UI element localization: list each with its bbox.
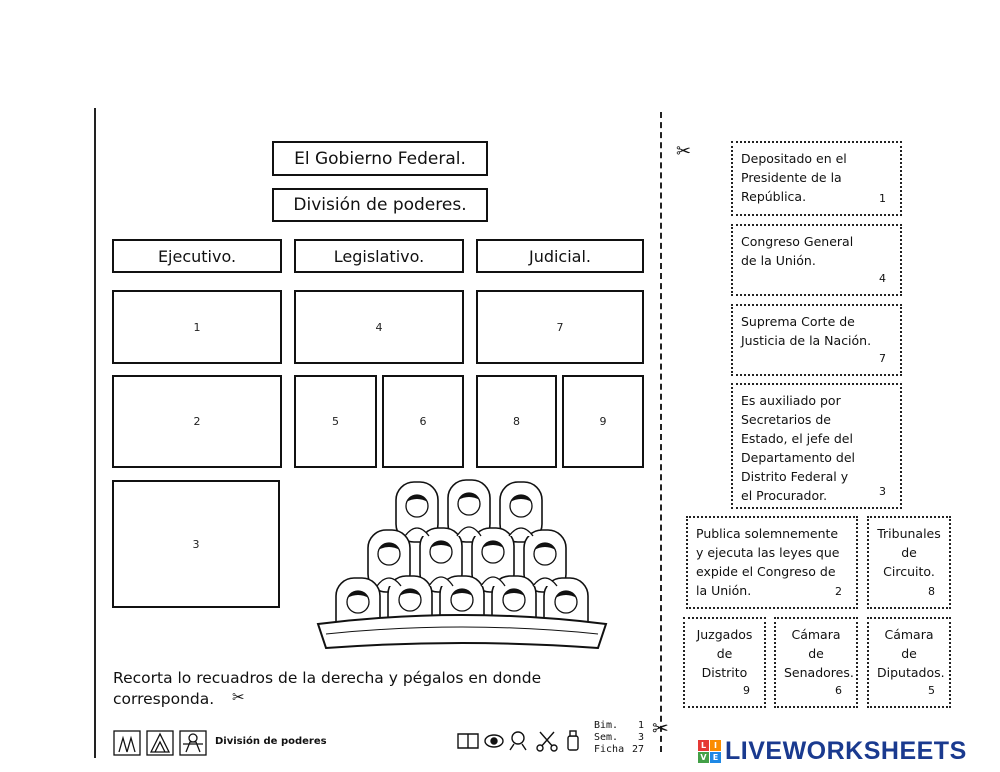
card-1[interactable] xyxy=(731,141,902,216)
card-5[interactable] xyxy=(867,617,951,708)
card-2-number: 2 xyxy=(835,585,842,598)
card-9[interactable] xyxy=(683,617,766,708)
card-7-number: 7 xyxy=(879,352,886,365)
drop-slot-3[interactable]: 3 xyxy=(112,480,280,608)
column-header-judicial: Judicial. xyxy=(476,239,644,273)
ficha-values: 1 3 27 xyxy=(631,720,644,755)
card-5-text: Cámara de Diputados. xyxy=(877,627,945,680)
scissors-cut-icon: ✂ xyxy=(652,716,669,740)
card-2-text: Publica solemnemente y ejecuta las leyes que expide el Congreso de la Unión. xyxy=(696,526,840,598)
legislators-illustration xyxy=(312,478,612,654)
column-header-ejecutivo: Ejecutivo. xyxy=(112,239,282,273)
footer-activity-icons xyxy=(456,728,586,752)
card-6-number: 6 xyxy=(835,684,842,697)
logo-letter-i: I xyxy=(710,740,721,751)
drop-slot-8[interactable]: 8 xyxy=(476,375,557,468)
card-3-text: Es auxiliado por Secretarios de Estado, el jefe del Departamento del Distrito Federal y el Procurador. xyxy=(741,393,856,503)
drop-slot-4[interactable]: 4 xyxy=(294,290,464,364)
instruction-text: Recorta lo recuadros de la derecha y pégalos en donde corresponda. xyxy=(113,669,542,708)
card-6-text: Cámara de Senadores. xyxy=(784,627,854,680)
card-8-text: Tribunales de Circuito. xyxy=(877,526,941,579)
drop-slot-5[interactable]: 5 xyxy=(294,375,377,468)
card-5-number: 5 xyxy=(928,684,935,697)
card-1-number: 1 xyxy=(879,192,886,205)
drop-slot-6[interactable]: 6 xyxy=(382,375,464,468)
card-4-text: Congreso General de la Unión. xyxy=(741,234,854,268)
card-9-number: 9 xyxy=(743,684,750,697)
card-2[interactable] xyxy=(686,516,858,609)
card-3[interactable] xyxy=(731,383,902,509)
liveworksheets-logo-icon xyxy=(698,740,721,763)
card-8-number: 8 xyxy=(928,585,935,598)
column-header-legislativo: Legislativo. xyxy=(294,239,464,273)
ficha-labels: Bim. Sem. Ficha xyxy=(594,720,625,755)
card-4-number: 4 xyxy=(879,272,886,285)
liveworksheets-brand xyxy=(698,736,967,766)
liveworksheets-wordmark: LIVEWORKSHEETS xyxy=(725,736,967,765)
footer-topic-label: División de poderes xyxy=(215,736,327,747)
card-4[interactable] xyxy=(731,224,902,296)
drop-slot-7[interactable]: 7 xyxy=(476,290,644,364)
card-7-text: Suprema Corte de Justicia de la Nación. xyxy=(741,314,872,348)
drop-slot-1[interactable]: 1 xyxy=(112,290,282,364)
card-3-number: 3 xyxy=(879,485,886,498)
card-1-text: Depositado en el Presidente de la República. xyxy=(741,151,847,204)
page-margin-line xyxy=(94,108,96,758)
drop-slot-9[interactable]: 9 xyxy=(562,375,644,468)
scissors-icon: ✂ xyxy=(676,141,692,162)
card-9-text: Juzgados de Distrito xyxy=(696,627,753,680)
drop-slot-2[interactable]: 2 xyxy=(112,375,282,468)
logo-letter-e: E xyxy=(710,752,721,763)
card-6[interactable] xyxy=(774,617,858,708)
logo-letter-v: V xyxy=(698,752,709,763)
cut-line xyxy=(660,112,662,752)
logo-letter-l: L xyxy=(698,740,709,751)
card-7[interactable] xyxy=(731,304,902,376)
worksheet-title: El Gobierno Federal. xyxy=(272,141,488,176)
footer-subject-icons xyxy=(113,730,208,756)
worksheet-subtitle: División de poderes. xyxy=(272,188,488,222)
card-8[interactable] xyxy=(867,516,951,609)
scissors-small-icon: ✂ xyxy=(232,688,245,706)
